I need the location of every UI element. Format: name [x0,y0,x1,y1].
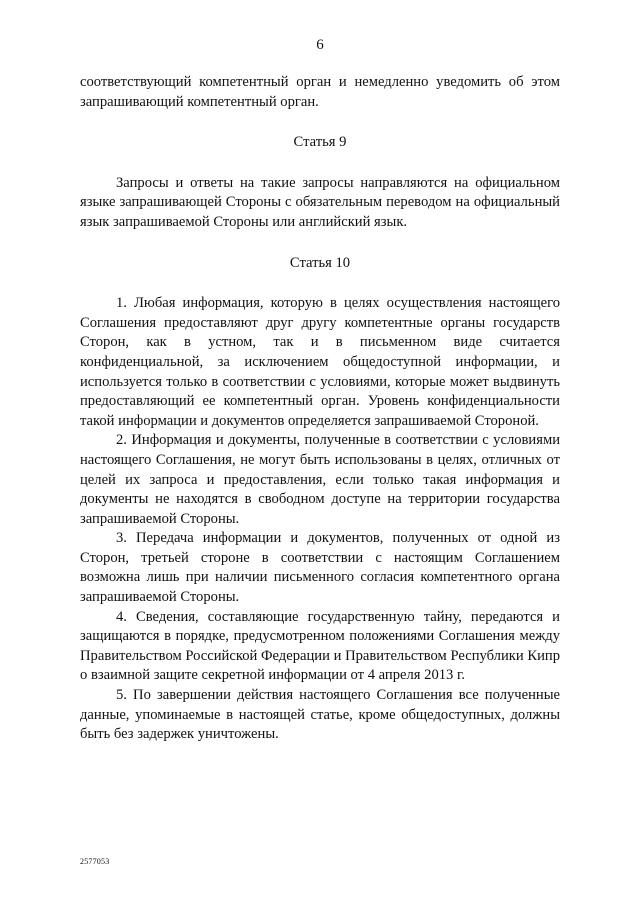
document-body [80,73,560,745]
article-10-paragraph-3: 3. Передача информации и документов, полученных от одной из Сторон, третьей стороне в соответствии с настоящим Соглашением возможна лишь при наличии письменного согласия компетентного органа запрашиваемой Стороны. [80,530,560,606]
article-10-paragraph-2: 2. Информация и документы, полученные в соответствии с условиями настоящего Соглашения, не могут быть использованы в целях, отличных от целей их запроса и предоставления, если только такая информация и документы не находятся в свободном доступе на территории государства запрашиваемой Стороны. [80,432,560,527]
article-10-paragraph-1: 1. Любая информация, которую в целях осуществления настоящего Соглашения предоставляют друг другу компетентные органы государств Сторон, как в устном, так и в письменном виде считается конфиденциальной, за исключением общедоступной информации, и используется только в соответствии с условиями, которые может выдвинуть предоставляющий ее компетентный орган. Уровень конфиденциальности такой информации и документов определяется запрашиваемой Стороной. [80,295,560,429]
page-number: 6 [316,37,324,53]
document-code: 2577053 [80,857,110,866]
article-9-paragraph: Запросы и ответы на такие запросы направляются на официальном языке запрашивающей Стороны с обязательным переводом на официальный язык запрашиваемой Стороны или английский язык. [80,174,560,230]
article-10-paragraph-5: 5. По завершении действия настоящего Соглашения все полученные данные, упоминаемые в настоящей статье, кроме общедоступных, должны быть без задержек уничтожены. [80,687,560,743]
article-9-heading: Статья 9 [293,134,347,151]
intro-paragraph: соответствующий компетентный орган и немедленно уведомить об этом запрашивающий компетентный орган. [80,74,560,110]
article-10-paragraph-4: 4. Сведения, составляющие государственную тайну, передаются и защищаются в порядке, предусмотренном положениями Соглашения между Правительством Российской Федерации и Правительством Республики Кипр о взаимной защите секретной информации от 4 апреля 2013 г. [80,608,560,684]
article-10-heading: Статья 10 [289,254,351,271]
